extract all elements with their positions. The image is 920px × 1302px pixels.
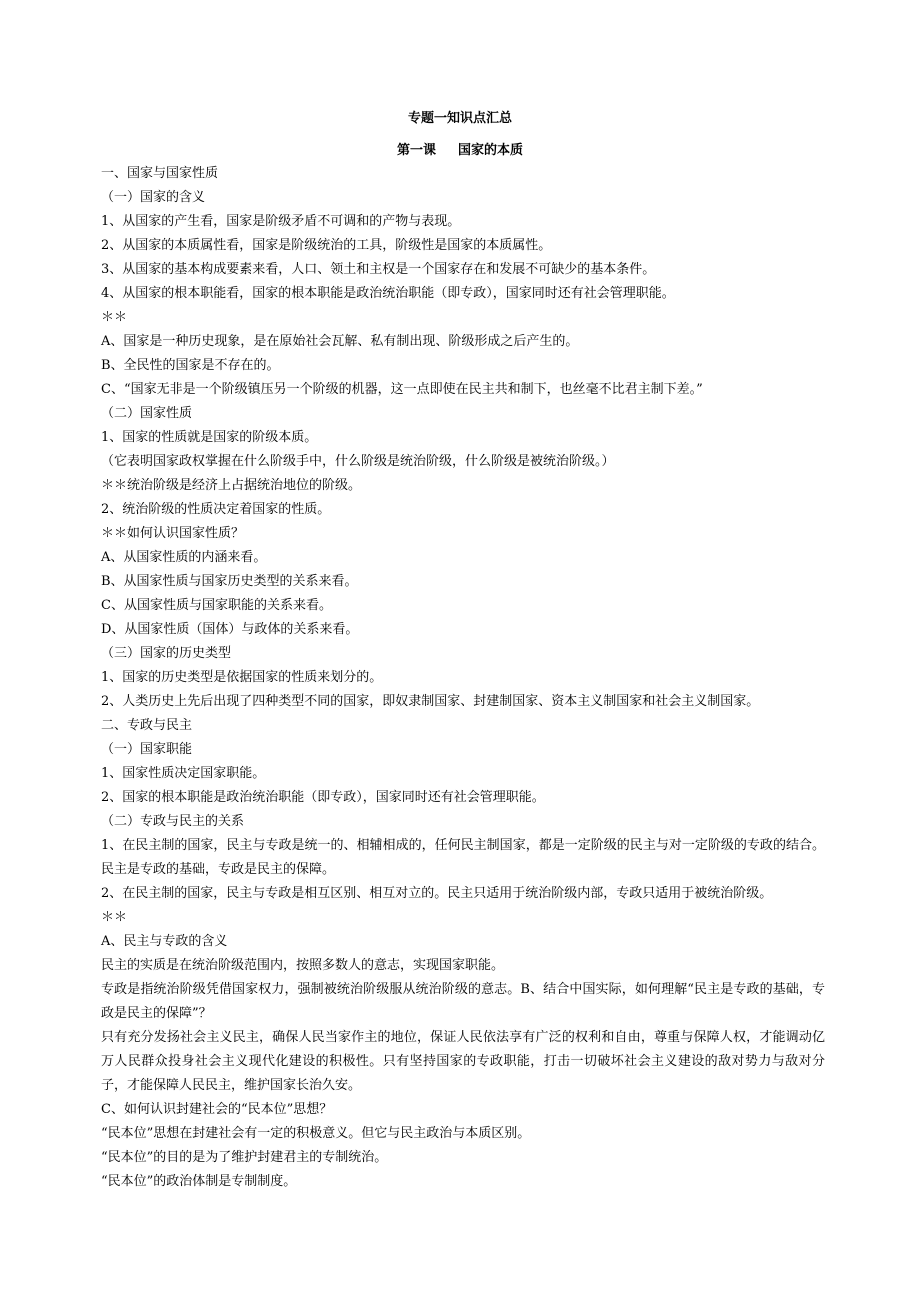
paragraph: D、从国家性质（国体）与政体的关系来看。 bbox=[101, 622, 359, 637]
section-heading: 一、国家与国家性质 bbox=[101, 166, 219, 181]
paragraph: “民本位”的目的是为了维护封建君主的专制统治。 bbox=[101, 1150, 388, 1165]
paragraph: ＊＊如何认识国家性质？ bbox=[101, 526, 245, 541]
paragraph: 1、国家性质决定国家职能。 bbox=[101, 766, 266, 781]
subsection-heading: （一）国家职能 bbox=[101, 742, 193, 757]
paragraph: 1、在民主制的国家，民主与专政是统一的、相辅相成的，任何民主制国家，都是一定阶级的民主与对一定阶级的专政的结合。民主是专政的基础，专政是民主的保障。 bbox=[101, 838, 825, 877]
paragraph: C、“国家无非是一个阶级镇压另一个阶级的机器，这一点即使在民主共和制下，也丝毫不比君主制下差。” bbox=[101, 382, 703, 397]
paragraph: 2、人类历史上先后出现了四种类型不同的国家，即奴隶制国家、封建制国家、资本主义制国家和社会主义制国家。 bbox=[101, 694, 760, 709]
paragraph: 3、从国家的基本构成要素来看，人口、领土和主权是一个国家存在和发展不可缺少的基本条件。 bbox=[101, 262, 656, 277]
paragraph: A、国家是一种历史现象，是在原始社会瓦解、私有制出现、阶级形成之后产生的。 bbox=[101, 334, 579, 349]
paragraph: C、从国家性质与国家职能的关系来看。 bbox=[101, 598, 332, 613]
lesson-heading bbox=[0, 142, 920, 160]
paragraph: A、民主与专政的含义 bbox=[101, 934, 228, 949]
paragraph: 只有充分发扬社会主义民主，确保人民当家作主的地位，保证人民依法享有广泛的权利和自由，尊重与保障人权，才能调动亿万人民群众投身社会主义现代化建设的积极性。只有坚持国家的专政职能，打击一切破坏社会主义建设的敌对势力与敌对分子，才能保障人民民主，维护国家长治久安。 bbox=[101, 1030, 825, 1093]
paragraph: 民主的实质是在统治阶级范围内，按照多数人的意志，实现国家职能。 bbox=[101, 958, 505, 973]
subsection-heading: （二）国家性质 bbox=[101, 406, 193, 421]
paragraph: 2、统治阶级的性质决定着国家的性质。 bbox=[101, 502, 331, 517]
paragraph: B、从国家性质与国家历史类型的关系来看。 bbox=[101, 574, 358, 589]
paragraph: 1、国家的历史类型是依据国家的性质来划分的。 bbox=[101, 670, 383, 685]
paragraph: 1、从国家的产生看，国家是阶级矛盾不可调和的产物与表现。 bbox=[101, 214, 461, 229]
paragraph: “民本位”思想在封建社会有一定的积极意义。但它与民主政治与本质区别。 bbox=[101, 1126, 531, 1141]
document-body bbox=[101, 162, 825, 1194]
note-marker: ＊＊ bbox=[101, 910, 128, 925]
lesson-title: 国家的本质 bbox=[458, 143, 524, 158]
paragraph: 2、在民主制的国家，民主与专政是相互区别、相互对立的。民主只适用于统治阶级内部，专政只适用于被统治阶级。 bbox=[101, 886, 773, 901]
section-heading: 二、专政与民主 bbox=[101, 718, 193, 733]
paragraph: 2、国家的根本职能是政治统治职能（即专政），国家同时还有社会管理职能。 bbox=[101, 790, 545, 805]
lesson-label: 第一课 bbox=[396, 143, 436, 158]
paragraph: 专政是指统治阶级凭借国家权力，强制被统治阶级服从统治阶级的意志。B、结合中国实际，如何理解“民主是专政的基础，专政是民主的保障”？ bbox=[101, 982, 825, 1021]
paragraph: “民本位”的政治体制是专制制度。 bbox=[101, 1174, 297, 1189]
paragraph: A、从国家性质的内涵来看。 bbox=[101, 550, 267, 565]
subsection-heading: （三）国家的历史类型 bbox=[101, 646, 232, 661]
document-title: 专题一知识点汇总 bbox=[407, 111, 512, 126]
paragraph: C、如何认识封建社会的“民本位”思想？ bbox=[101, 1102, 333, 1117]
paragraph: 2、从国家的本质属性看，国家是阶级统治的工具，阶级性是国家的本质属性。 bbox=[101, 238, 552, 253]
note-marker: ＊＊ bbox=[101, 310, 128, 325]
paragraph: （它表明国家政权掌握在什么阶级手中，什么阶级是统治阶级，什么阶级是被统治阶级。） bbox=[101, 454, 615, 469]
paragraph: B、全民性的国家是不存在的。 bbox=[101, 358, 280, 373]
paragraph: ＊＊统治阶级是经济上占据统治地位的阶级。 bbox=[101, 478, 362, 493]
subsection-heading: （一）国家的含义 bbox=[101, 190, 206, 205]
paragraph: 4、从国家的根本职能看，国家的根本职能是政治统治职能（即专政），国家同时还有社会管理职能。 bbox=[101, 286, 675, 301]
paragraph: 1、国家的性质就是国家的阶级本质。 bbox=[101, 430, 318, 445]
subsection-heading: （二）专政与民主的关系 bbox=[101, 814, 245, 829]
